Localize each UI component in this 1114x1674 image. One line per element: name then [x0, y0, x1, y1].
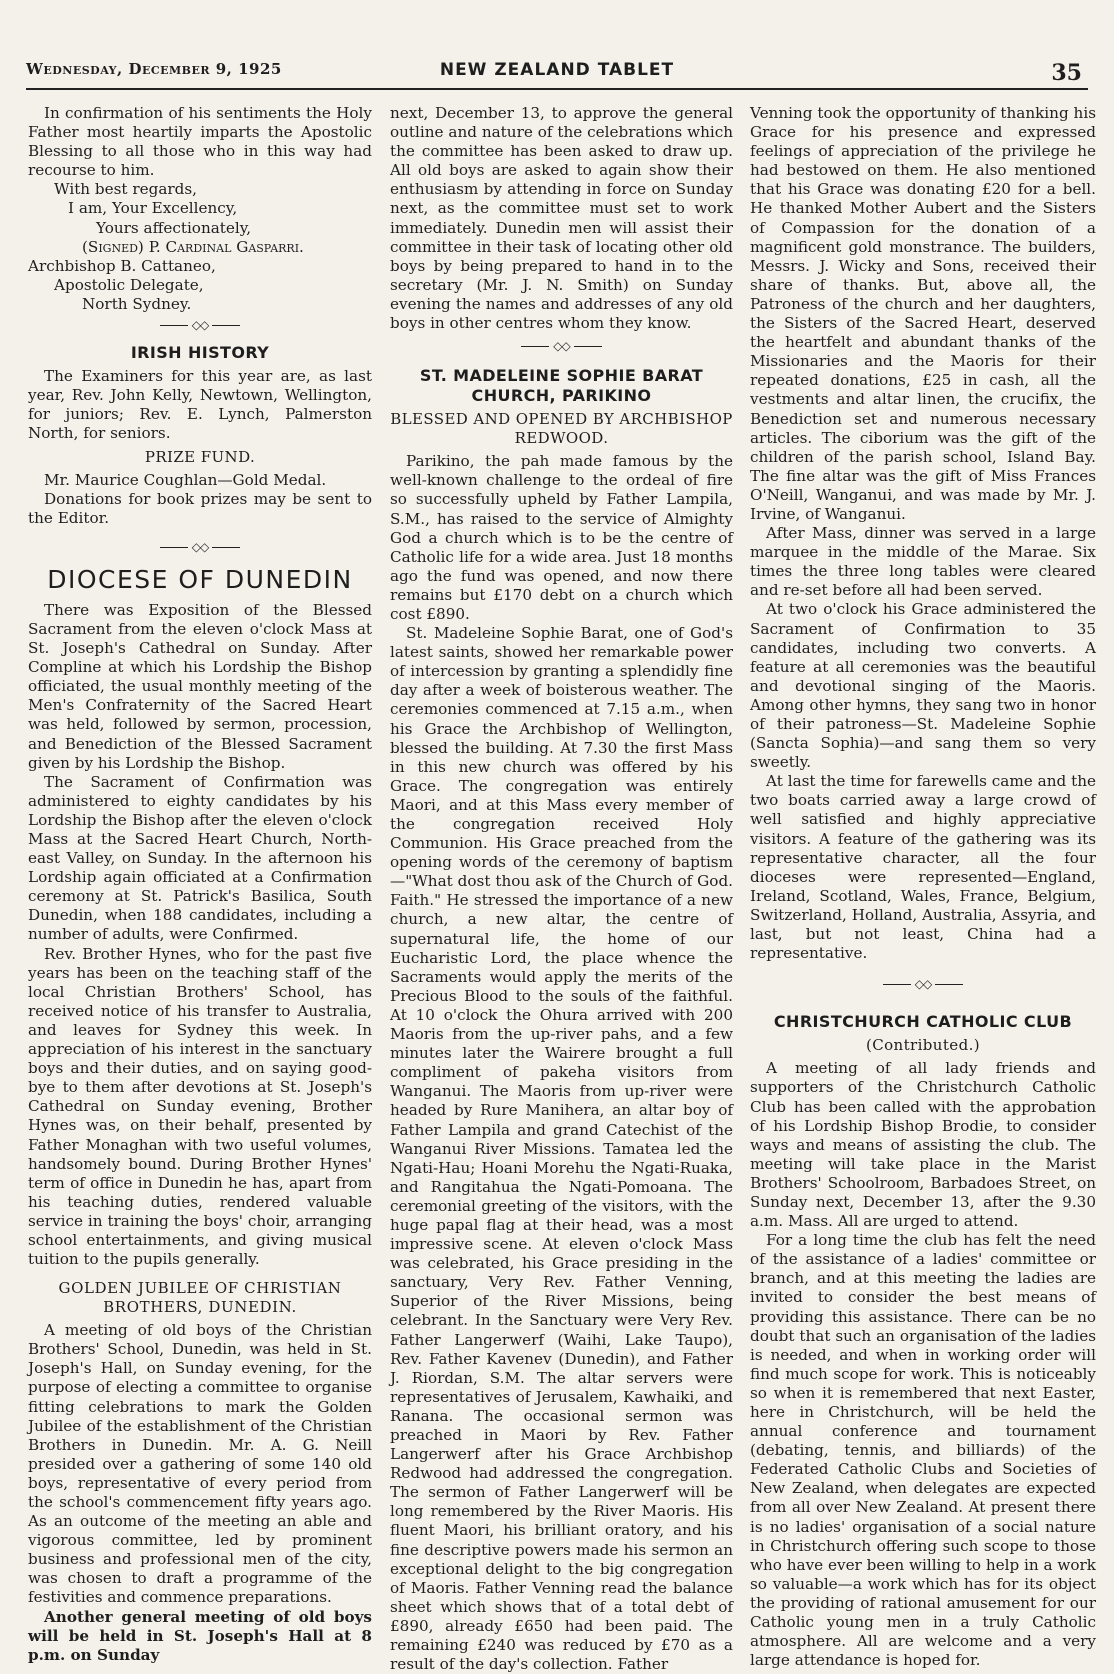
section-ornament: ◇◇	[750, 975, 1096, 994]
page-number: 35	[1051, 60, 1082, 86]
article-paragraph: St. Madeleine Sophie Barat, one of God's latest saints, showed her remarkable power of intercession by granting a splendidly fine day after a week of boisterous weather. The ceremonies commenced at 7.15 a.m., when his Grace the Archbishop of Wellington, blessed the building. At 7.30 the first Mass in this new church was offered by his Grace. The congregation was entirely Maori, and at this Mass every member of the congregation received Holy Communion. His Grace preached from the opening words of the ceremony of baptism—"What dost thou ask of the Church of God. Faith." He stressed the importance of a new church, a new altar, the centre of supernatural life, the home of our Eucharistic Lord, the place whence the Sacraments would apply the merits of the Precious Blood to the souls of the faithful. At 10 o'clock the Ohura arrived with 200 Maoris from the up-river pahs, and a few minutes later the Wairere brought a full compliment of pakeha visitors from Wanganui. The Maoris from up-river were headed by Rure Manihera, an altar boy of Father Lampila and grand Catechist of the Wanganui River Missions. Tamatea led the Ngati-Hau; Hoani Morehu the Ngati-Ruaka, and Rangitahua the Ngati-Pomoana. The ceremonial greeting of the visitors, with the huge papal flag at their head, was a most impressive scene. At eleven o'clock Mass was celebrated, his Grace presiding in the sanctuary, Very Rev. Father Venning, Superior of the River Missions, being celebrant. In the Sanctuary were Very Rev. Father Langerwerf (Waihi, Lake Taupo), Rev. Father Kavenev (Dunedin), and Father J. Riordan, S.M. The altar servers were representatives of Jerusalem, Kawhaiki, and Ranana. The occasional sermon was preached in Maori by Rev. Father Langerwerf after his Grace Archbishop Redwood had addressed the congregation. The sermon of Father Langerwerf will be long remembered by the River Maoris. His fluent Maori, his brilliant oratory, and his fine descriptive powers made his sermon an exceptional delight to the big congregation of Maoris. Father Venning read the balance sheet which shows that of a total debt of £890, already £650 had been paid. The remaining £240 was reduced by £70 as a result of the day's collection. Father	[390, 624, 733, 1674]
letter-closing-line: North Sydney.	[82, 294, 192, 313]
letter-paragraph: In confirmation of his sentiments the Holy Father most heartily imparts the Apostolic Blessing to all those who in this way had recourse to him.	[28, 104, 372, 180]
irish-history-text: The Examiners for this year are, as last year, Rev. John Kelly, Newtown, Wellington, for juniors; Rev. E. Lynch, Palmerston North, for seniors.	[28, 367, 372, 443]
letter-closing-line: Yours affectionately,	[96, 218, 252, 237]
prize-fund-line: Donations for book prizes may be sent to the Editor.	[28, 489, 372, 527]
column-3	[750, 104, 1096, 1670]
article-paragraph: Rev. Brother Hynes, who for the past five years has been on the teaching staff of the local Christian Brothers' School, has received notice of his transfer to Australia, and leaves for Sydney this week. In appreciation of his interest in the sanctuary boys and their duties, and on saying good-bye to them after devotions at St. Joseph's Cathedral on Sunday evening, Brother Hynes was, on their behalf, presented by Father Monaghan with two useful volumes, handsomely bound. During Brother Hynes' term of office in Dunedin he has, apart from his teaching duties, rendered valuable service in training the boys' choir, arranging school entertainments, and giving musical tuition to the pupils generally.	[28, 944, 372, 1269]
article-paragraph: next, December 13, to approve the general outline and nature of the celebrations which the committee has been asked to draw up. All old boys are asked to again show their enthusiasm by attending in force on Sunday next, as the committee must set to work immediately. Dunedin men will assist their committee in their task of locating other old boys by being prepared to hand in to the secretary (Mr. J. N. Smith) on Sunday evening the names and addresses of any old boys in other centres whom they know.	[390, 104, 733, 333]
letter-closing-line: With best regards,	[54, 180, 197, 199]
section-ornament: ◇◇	[28, 538, 372, 557]
article-paragraph: There was Exposition of the Blessed Sacrament from the eleven o'clock Mass at St. Joseph's Cathedral on Sunday. After Compline at which his Lordship the Bishop officiated, the usual monthly meeting of the Men's Confraternity of the Sacred Heart was held, followed by sermon, procession, and Benediction of the Blessed Sacrament given by his Lordship the Bishop.	[28, 600, 372, 772]
article-paragraph: A meeting of old boys of the Christian Brothers' School, Dunedin, was held in St. Joseph's Hall, on Sunday evening, for the purpose of electing a committee to organise fitting celebrations to mark the Golden Jubilee of the establishment of the Christian Brothers in Dunedin. Mr. A. G. Neill presided over a gathering of some 140 old boys, representative of every period from the school's commencement fifty years ago. As an outcome of the meeting an able and vigorous committee, led by prominent business and professional men of the city, was chosen to draft a programme of the festivities and commence preparations.	[28, 1321, 372, 1607]
prize-fund-heading: PRIZE FUND.	[144, 447, 256, 466]
article-paragraph: Parikino, the pah made famous by the well-known challenge to the ordeal of fire so successfully upheld by Father Lampila, S.M., has raised to the service of Almighty God a church which is to be the centre of Catholic life for a wide area. Just 18 months ago the fund was opened, and now there remains but £170 debt on a church which cost £890.	[390, 452, 733, 623]
column-1	[28, 104, 372, 1664]
barat-church-subheading: BLESSED AND OPENED BY ARCHBISHOP REDWOOD.	[390, 410, 733, 448]
article-paragraph: After Mass, dinner was served in a large marquee in the middle of the Marae. Six times the three long tables were cleared and re-set before all had been served.	[750, 524, 1096, 600]
letter-closing-line: Apostolic Delegate,	[54, 275, 204, 294]
masthead-title: NEW ZEALAND TABLET	[439, 60, 675, 80]
letter-closing-line: Archbishop B. Cattaneo,	[28, 256, 216, 275]
prize-fund-line: Mr. Maurice Coughlan—Gold Medal.	[44, 470, 327, 489]
article-paragraph: Venning took the opportunity of thanking his Grace for his presence and expressed feelings of appreciation of the privilege he had bestowed on them. He also mentioned that his Grace was donating £20 for a bell. He thanked Mother Aubert and the Sisters of Compassion for the donation of a magnificent gold monstrance. The builders, Messrs. J. Wicky and Sons, received their share of thanks. But, above all, the Patroness of the church and her daughters, the Sisters of the Sacred Heart, deserved the heartfelt and abundant thanks of the Missionaries and the Maoris for their repeated donations, £25 in cash, all the vestments and altar linen, the crucifix, the Benediction set and numerous necessary articles. The ciborium was the gift of the children of the parish school, Island Bay. The fine altar was the gift of Miss Frances O'Neill, Wanganui, and was made by Mr. J. Irvine, of Wanganui.	[750, 104, 1096, 523]
letter-closing-line: I am, Your Excellency,	[68, 199, 238, 218]
diocese-dunedin-heading: DIOCESE OF DUNEDIN	[47, 564, 353, 594]
article-paragraph: At two o'clock his Grace administered the Sacrament of Confirmation to 35 candidates, including two converts. A feature at all ceremonies was the beautiful and devotional singing of the Maoris. Among other hymns, they sang two in honor of their patroness—St. Madeleine Sophie (Sancta Sophia)—and sang them so very sweetly.	[750, 600, 1096, 772]
irish-history-heading: IRISH HISTORY	[130, 343, 270, 363]
letter-signature: (Signed) P. Cardinal Gasparri.	[82, 237, 304, 256]
article-paragraph: Another general meeting of old boys will be held in St. Joseph's Hall at 8 p.m. on Sunday	[28, 1607, 372, 1664]
article-paragraph: A meeting of all lady friends and supporters of the Christchurch Catholic Club has been called with the approbation of his Lordship Bishop Brodie, to consider ways and means of assisting the club. The meeting will take place in the Marist Brothers' Schoolroom, Barbadoes Street, on Sunday next, December 13, after the 9.30 a.m. Mass. All are urged to attend.	[750, 1059, 1096, 1231]
column-2	[390, 104, 733, 1674]
catholic-club-subheading: (Contributed.)	[865, 1036, 980, 1055]
article-paragraph: At last the time for farewells came and the two boats carried away a large crowd of well satisfied and highly appreciative visitors. A feature of the gathering was its representative character, all the four dioceses were represented—England, Ireland, Scotland, Wales, France, Belgium, Switzerland, Holland, Australia, Assyria, and last, but not least, China had a representative.	[750, 772, 1096, 963]
article-paragraph: The Sacrament of Confirmation was administered to eighty candidates by his Lordship the Bishop after the eleven o'clock Mass at the Sacred Heart Church, North-east Valley, on Sunday. In the afternoon his Lordship again officiated at a Confirmation ceremony at St. Patrick's Basilica, South Dunedin, when 188 candidates, including a number of adults, were Confirmed.	[28, 772, 372, 944]
section-ornament: ◇◇	[390, 337, 733, 356]
issue-date: Wednesday, December 9, 1925	[26, 60, 282, 78]
section-ornament: ◇◇	[28, 316, 372, 335]
catholic-club-heading: CHRISTCHURCH CATHOLIC CLUB	[773, 1012, 1073, 1032]
barat-church-heading: ST. MADELEINE SOPHIE BARAT CHURCH, PARIKINO	[419, 366, 704, 406]
page-header	[26, 58, 1088, 90]
article-paragraph: For a long time the club has felt the need of the assistance of a ladies' committee or branch, and at this meeting the ladies are invited to consider the best means of providing this assistance. There can be no doubt that such an organisation of the ladies is needed, and when in working order will find much scope for work. This is noticeably so when it is remembered that next Easter, here in Christchurch, will be held the annual conference and tournament (debating, tennis, and billiards) of the Federated Catholic Clubs and Societies of New Zealand, when delegates are expected from all over New Zealand. At present there is no ladies' organisation of a social nature in Christchurch offering such scope to those who have ever been willing to help in a work so valuable—a work which has for its object the providing of rational amusement for our Catholic young men in a truly Catholic atmosphere. All are welcome and a very large attendance is hoped for.	[750, 1231, 1096, 1670]
golden-jubilee-heading: GOLDEN JUBILEE OF CHRISTIAN BROTHERS, DUNEDIN.	[58, 1279, 342, 1317]
